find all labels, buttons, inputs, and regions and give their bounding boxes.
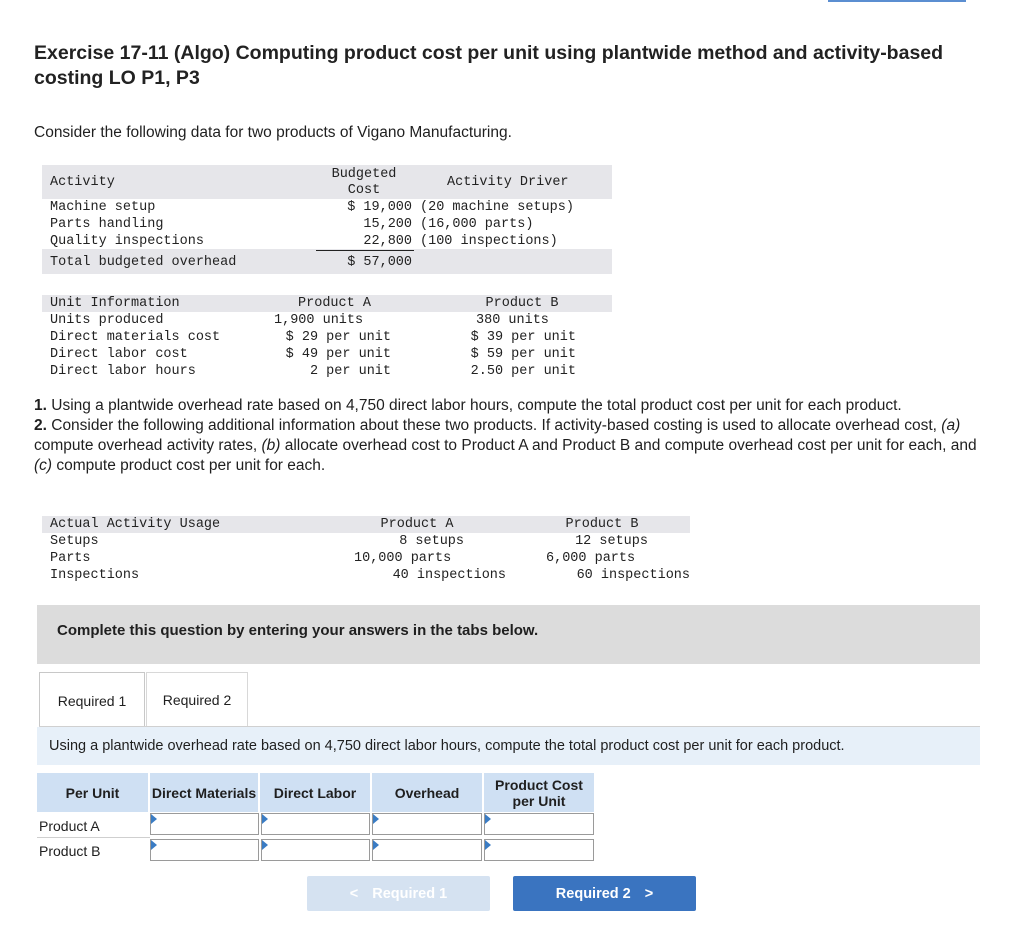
activity-cost: 15,200 xyxy=(363,217,412,232)
usage-row-b: 60 inspections xyxy=(576,568,690,583)
product-a-direct-materials-input[interactable] xyxy=(150,813,259,835)
product-b-direct-labor-input[interactable] xyxy=(261,839,370,861)
col-product-b: Product B xyxy=(565,517,639,532)
tab-required-2[interactable]: Required 2 xyxy=(146,672,248,728)
unit-row-b: $ 39 per unit xyxy=(470,330,576,345)
next-required-2-button[interactable] xyxy=(513,876,696,911)
chevron-left-icon: < xyxy=(349,885,359,902)
activity-label: Parts handling xyxy=(50,217,164,232)
col-overhead: Overhead xyxy=(372,773,482,812)
question-1: 1. Using a plantwide overhead rate based on 4,750 direct labor hours, compute the total product cost per unit for each product. xyxy=(34,397,902,414)
col-driver: Activity Driver xyxy=(447,175,569,190)
unit-row-b: 380 units xyxy=(476,313,549,328)
usage-row-label: Setups xyxy=(50,534,99,549)
activity-driver: (16,000 parts) xyxy=(420,217,534,232)
prev-button-label: Required 1 xyxy=(372,885,448,902)
unit-row-a: 2 per unit xyxy=(309,364,391,379)
activity-driver: (20 machine setups) xyxy=(420,200,574,215)
col-budgeted-1: Budgeted xyxy=(331,167,397,182)
col-product-cost: Product Cost per Unit xyxy=(484,773,594,812)
unit-row-a: 1,900 units xyxy=(274,313,364,328)
row-separator xyxy=(37,837,150,838)
usage-row-label: Inspections xyxy=(50,568,140,583)
col-product-b: Product B xyxy=(485,296,559,311)
col-unit-info: Unit Information xyxy=(50,296,180,311)
product-a-direct-labor-input[interactable] xyxy=(261,813,370,835)
total-label: Total budgeted overhead xyxy=(50,255,237,270)
subtotal-rule xyxy=(316,250,414,251)
col-direct-materials: Direct Materials xyxy=(150,773,258,812)
unit-row-b: $ 59 per unit xyxy=(470,347,576,362)
tab-instruction xyxy=(37,727,980,765)
activity-cost: $ 19,000 xyxy=(347,200,412,215)
unit-row-a: $ 49 per unit xyxy=(285,347,391,362)
top-accent-bar xyxy=(828,0,966,2)
usage-row-label: Parts xyxy=(50,551,91,566)
product-b-product-cost-input[interactable] xyxy=(484,839,594,861)
col-per-unit: Per Unit xyxy=(37,773,148,812)
row-product-b: Product B xyxy=(39,843,101,859)
product-a-overhead-input[interactable] xyxy=(372,813,482,835)
chevron-right-icon: > xyxy=(644,885,654,902)
answer-grid xyxy=(37,773,597,865)
unit-info-table xyxy=(42,295,612,379)
prev-required-1-button[interactable] xyxy=(307,876,490,911)
unit-row-b: 2.50 per unit xyxy=(470,364,576,379)
col-usage: Actual Activity Usage xyxy=(50,517,221,532)
unit-row-a: $ 29 per unit xyxy=(285,330,391,345)
question-text xyxy=(34,396,984,476)
total-value: $ 57,000 xyxy=(347,255,412,270)
unit-row-label: Direct materials cost xyxy=(50,330,221,345)
banner-text: Complete this question by entering your answers in the tabs below. xyxy=(57,622,539,639)
col-product-a: Product A xyxy=(380,517,454,532)
overhead-table xyxy=(42,165,612,275)
unit-row-label: Units produced xyxy=(50,313,164,328)
product-a-product-cost-input[interactable] xyxy=(484,813,594,835)
col-activity: Activity xyxy=(50,175,115,190)
unit-row-label: Direct labor hours xyxy=(50,364,196,379)
usage-row-b: 12 setups xyxy=(575,534,648,549)
question-2: 2. Consider the following additional information about these two products. If activity-based costing is used to allocate overhead cost, (a) compute overhead activity rates, (b) allocate overhead cost to Product A and Product B and compute overhead cost per unit for each, and (c) compute product cost per unit for each. xyxy=(34,417,977,474)
usage-row-b: 6,000 parts xyxy=(546,551,636,566)
usage-row-a: 40 inspections xyxy=(392,568,506,583)
activity-cost: 22,800 xyxy=(363,234,412,249)
instruction-text: Using a plantwide overhead rate based on 4,750 direct labor hours, compute the total product cost per unit for each product. xyxy=(49,738,845,754)
usage-row-a: 10,000 parts xyxy=(354,551,452,566)
intro-text: Consider the following data for two products of Vigano Manufacturing. xyxy=(34,124,512,141)
usage-row-a: 8 setups xyxy=(399,534,464,549)
row-product-a: Product A xyxy=(39,818,100,834)
activity-label: Quality inspections xyxy=(50,234,204,249)
unit-row-label: Direct labor cost xyxy=(50,347,188,362)
activity-driver: (100 inspections) xyxy=(420,234,558,249)
activity-label: Machine setup xyxy=(50,200,156,215)
instructions-banner xyxy=(37,605,980,664)
tab-required-1[interactable]: Required 1 xyxy=(39,672,145,728)
product-b-direct-materials-input[interactable] xyxy=(150,839,259,861)
product-b-overhead-input[interactable] xyxy=(372,839,482,861)
col-budgeted-2: Cost xyxy=(347,183,381,198)
activity-usage-table xyxy=(42,516,690,586)
col-direct-labor: Direct Labor xyxy=(260,773,370,812)
exercise-title: Exercise 17-11 (Algo) Computing product cost per unit using plantwide method and activity-based costing LO P1, P3 xyxy=(34,42,944,89)
next-button-label: Required 2 xyxy=(555,885,631,902)
col-product-a: Product A xyxy=(298,296,371,311)
